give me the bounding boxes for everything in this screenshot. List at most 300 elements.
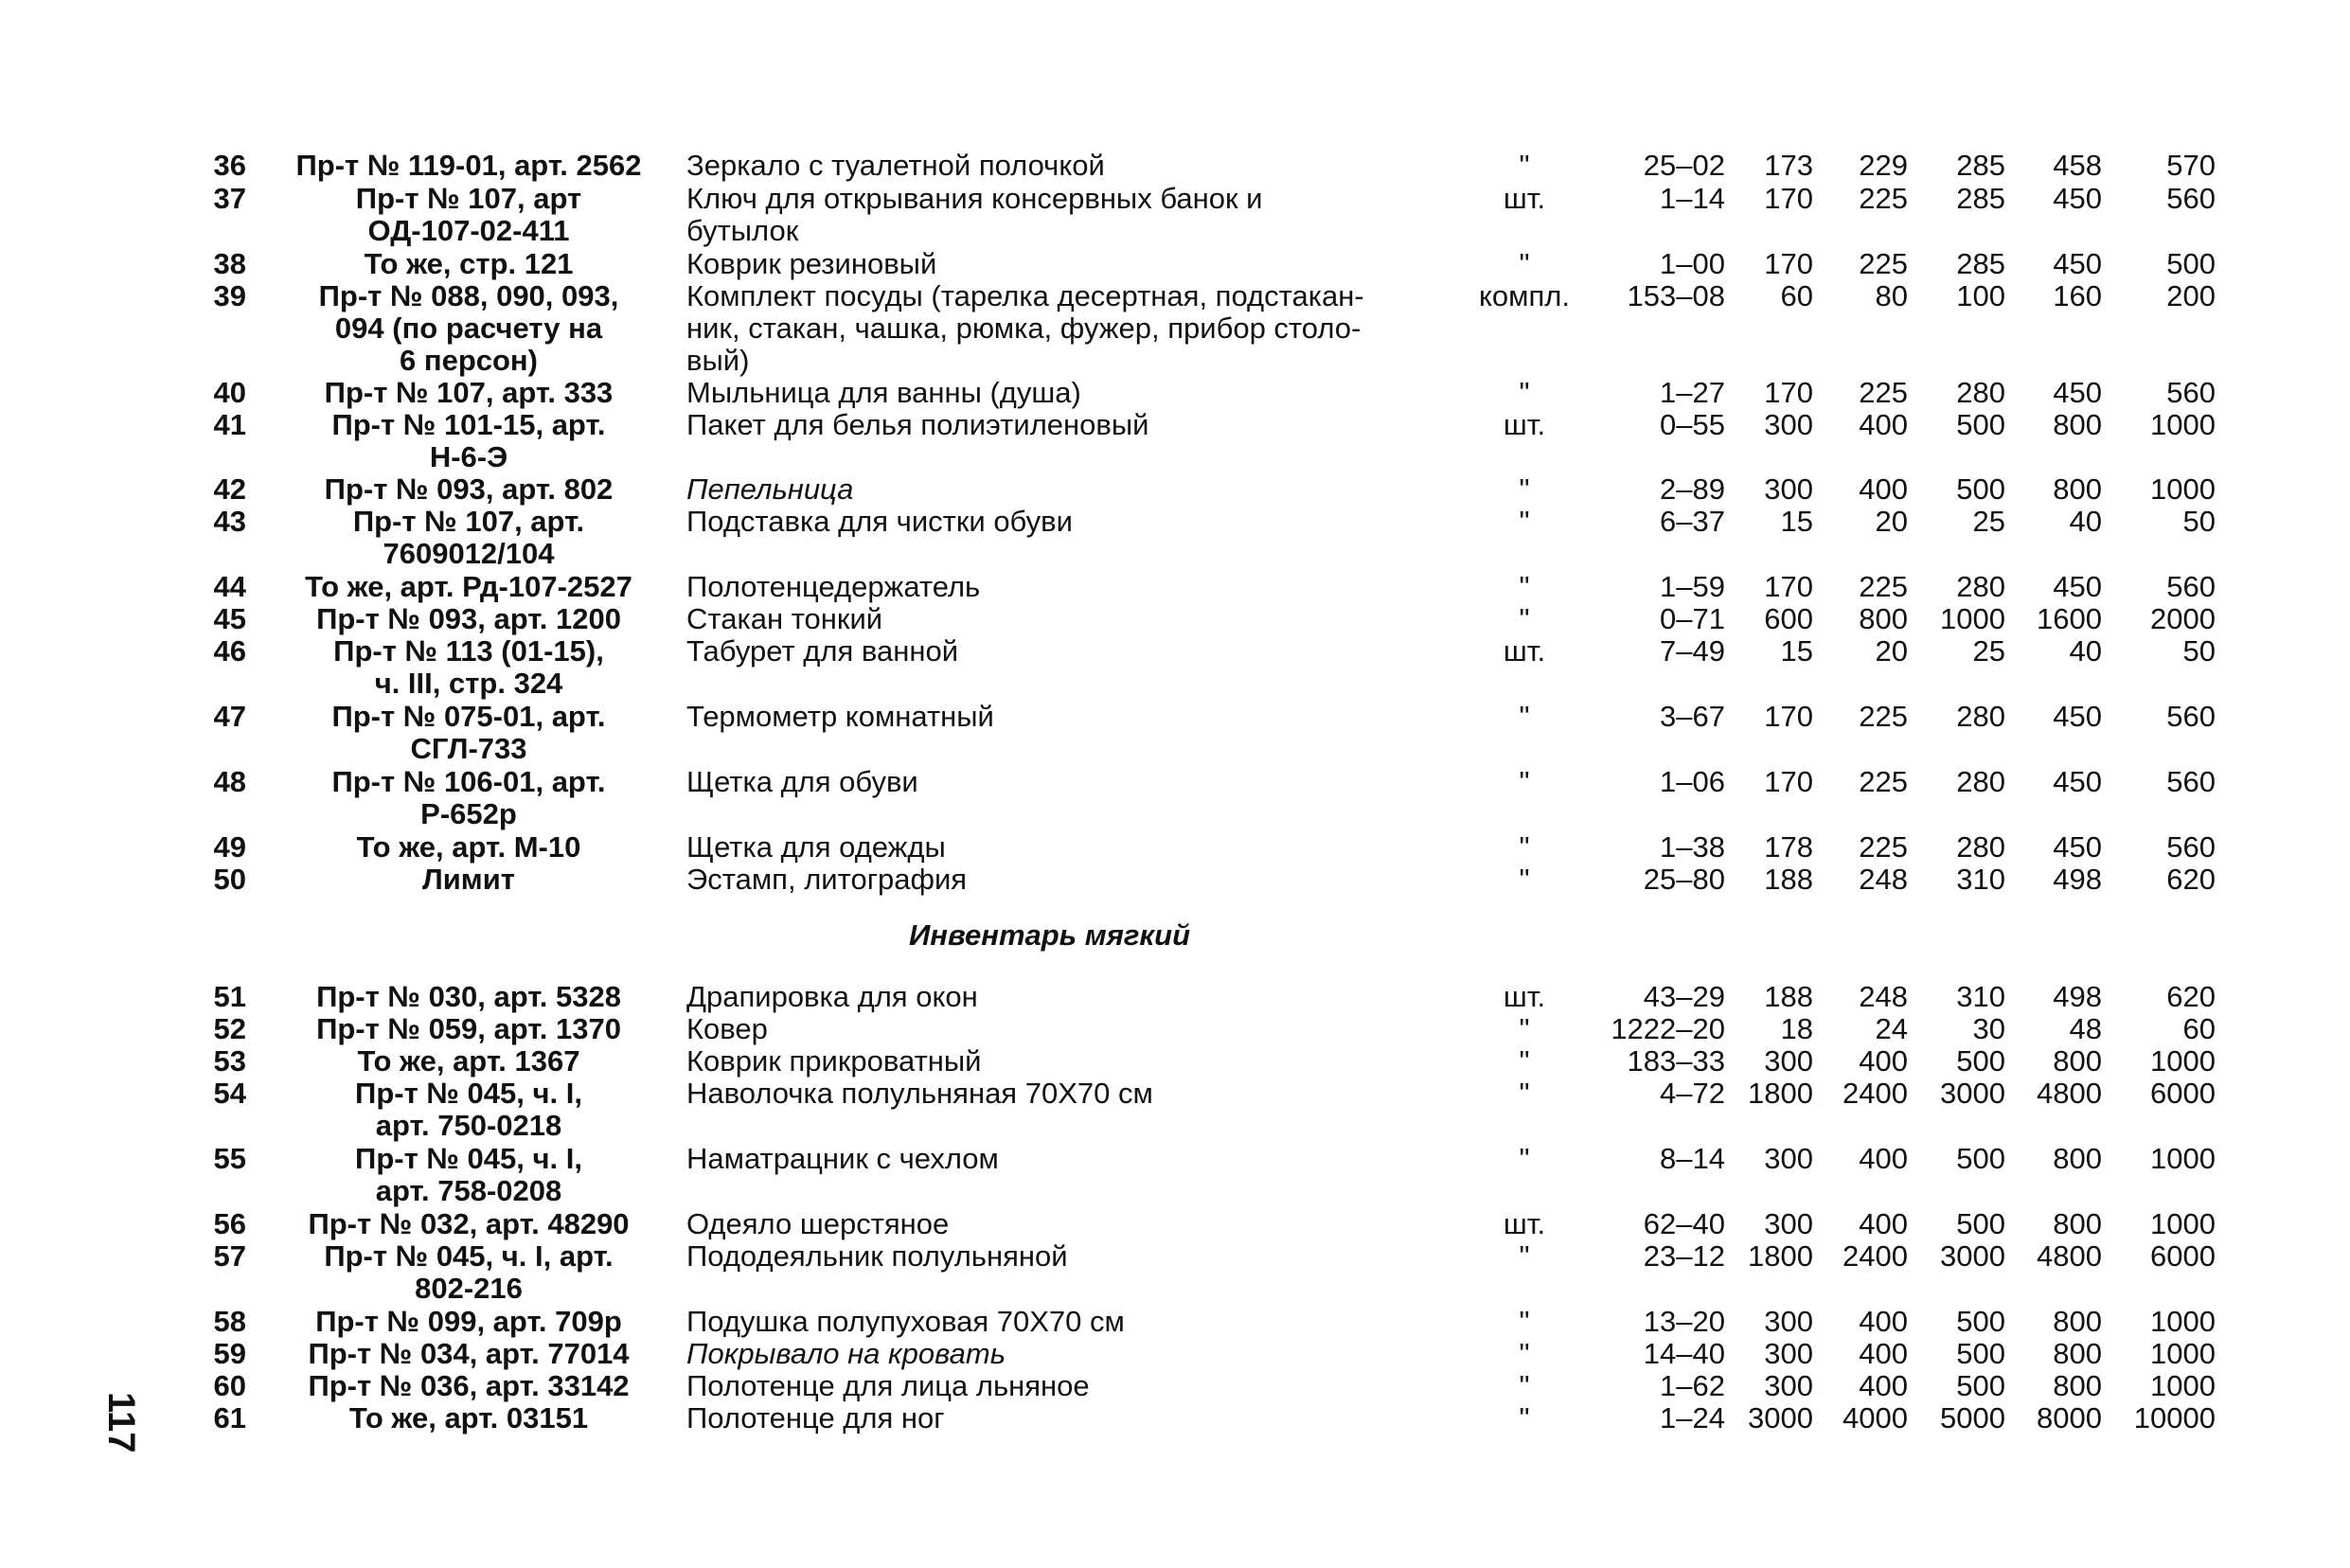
item-name-line: Табурет для ванной <box>686 634 959 668</box>
source-line: То же, арт. М-10 <box>356 830 581 864</box>
quantity-value: 400 <box>1859 1369 1908 1402</box>
row-number: 47 <box>213 700 246 733</box>
item-name <box>686 1045 1463 1078</box>
unit-price: 6–37 <box>1660 505 1725 538</box>
quantity-value: 25 <box>1972 505 2005 538</box>
quantity-value: 285 <box>1956 149 2005 182</box>
item-name <box>686 248 1463 280</box>
unit-of-measure: шт. <box>1503 1207 1546 1240</box>
quantity-value: 1800 <box>1748 1239 1813 1273</box>
unit-price: 23–12 <box>1643 1239 1725 1273</box>
quantity-value: 5000 <box>1940 1401 2005 1434</box>
quantity-value: 170 <box>1764 765 1813 798</box>
unit-price: 0–71 <box>1660 602 1725 635</box>
source-line: То же, арт. 03151 <box>348 1401 589 1434</box>
quantity-value: 60 <box>1780 279 1813 312</box>
quantity-value: 450 <box>2053 830 2102 864</box>
item-name <box>686 1402 1463 1434</box>
quantity-value: 173 <box>1764 149 1813 182</box>
source-line: Пр-т № 093, арт. 1200 <box>316 602 621 635</box>
quantity-value: 280 <box>1956 765 2005 798</box>
unit-price: 13–20 <box>1643 1305 1725 1338</box>
row-number: 45 <box>213 602 246 635</box>
quantity-value: 200 <box>2166 279 2216 312</box>
quantity-value: 30 <box>1972 1012 2005 1045</box>
unit-price: 1–00 <box>1660 247 1725 280</box>
quantity-value: 1000 <box>2150 1337 2216 1370</box>
quantity-value: 248 <box>1859 980 1908 1013</box>
quantity-value: 170 <box>1764 182 1813 215</box>
quantity-value: 15 <box>1780 505 1813 538</box>
source-reference <box>270 831 668 864</box>
item-name-line: Одеяло шерстяное <box>686 1207 950 1240</box>
row-number: 54 <box>213 1077 246 1110</box>
quantity-value: 400 <box>1859 1142 1908 1175</box>
unit-of-measure: " <box>1519 570 1530 603</box>
quantity-value: 300 <box>1764 1207 1813 1240</box>
source-line: То же, арт. 1367 <box>357 1044 580 1078</box>
source-line: Пр-т № 101-15, арт. <box>331 408 606 441</box>
unit-price: 25–80 <box>1643 863 1725 896</box>
quantity-value: 800 <box>2053 408 2102 441</box>
unit-of-measure: шт. <box>1503 634 1546 668</box>
source-reference <box>270 1045 668 1078</box>
unit-price: 7–49 <box>1660 634 1725 668</box>
source-line: Пр-т № 032, арт. 48290 <box>308 1207 630 1240</box>
source-reference <box>270 409 668 473</box>
source-line: Пр-т № 107, арт. <box>352 505 585 538</box>
unit-of-measure: " <box>1519 1239 1530 1273</box>
quantity-value: 400 <box>1859 1207 1908 1240</box>
unit-price: 1–62 <box>1660 1369 1725 1402</box>
unit-of-measure: " <box>1519 1401 1530 1434</box>
quantity-value: 178 <box>1764 830 1813 864</box>
unit-of-measure: " <box>1519 1044 1530 1078</box>
item-name <box>686 766 1463 798</box>
source-line: Пр-т № 106-01, арт. <box>331 765 606 798</box>
source-line: Пр-т № 075-01, арт. <box>331 700 606 733</box>
unit-price: 8–14 <box>1660 1142 1725 1175</box>
quantity-value: 24 <box>1875 1012 1908 1045</box>
quantity-value: 3000 <box>1940 1077 2005 1110</box>
quantity-value: 500 <box>1956 1207 2005 1240</box>
source-reference <box>270 571 668 603</box>
quantity-value: 285 <box>1956 182 2005 215</box>
item-name-line: Эстамп, литография <box>686 863 968 896</box>
source-reference <box>270 766 668 830</box>
row-number: 44 <box>213 570 246 603</box>
quantity-value: 1600 <box>2037 602 2102 635</box>
unit-price: 1–38 <box>1660 830 1725 864</box>
item-name-line: Пепельница <box>686 472 854 506</box>
quantity-value: 225 <box>1859 182 1908 215</box>
source-line: Лимит <box>422 863 515 896</box>
row-number: 59 <box>213 1337 246 1370</box>
source-reference <box>270 1208 668 1240</box>
source-line: То же, арт. Рд-107-2527 <box>305 570 632 603</box>
quantity-value: 100 <box>1956 279 2005 312</box>
quantity-value: 800 <box>2053 1305 2102 1338</box>
row-number: 43 <box>213 505 246 538</box>
unit-of-measure: шт. <box>1503 408 1546 441</box>
item-name-line: Подставка для чистки обуви <box>686 505 1073 538</box>
quantity-value: 500 <box>1956 472 2005 506</box>
quantity-value: 170 <box>1764 376 1813 409</box>
item-name-line: Мыльница для ванны (душа) <box>686 376 1081 409</box>
row-number: 38 <box>213 247 246 280</box>
quantity-value: 300 <box>1764 1305 1813 1338</box>
quantity-value: 20 <box>1875 505 1908 538</box>
quantity-value: 450 <box>2053 570 2102 603</box>
quantity-value: 1000 <box>2150 472 2216 506</box>
unit-price: 1222–20 <box>1611 1012 1725 1045</box>
section-title: Инвентарь мягкий <box>909 918 1191 952</box>
source-reference <box>270 701 668 765</box>
quantity-value: 1800 <box>1748 1077 1813 1110</box>
quantity-value: 400 <box>1859 1305 1908 1338</box>
item-name <box>686 1370 1463 1402</box>
source-line: арт. 758-0208 <box>375 1174 562 1207</box>
quantity-value: 1000 <box>2150 1207 2216 1240</box>
unit-of-measure: " <box>1519 602 1530 635</box>
row-number: 56 <box>213 1207 246 1240</box>
quantity-value: 620 <box>2166 863 2216 896</box>
quantity-value: 800 <box>2053 1044 2102 1078</box>
quantity-value: 188 <box>1764 980 1813 1013</box>
quantity-value: 450 <box>2053 765 2102 798</box>
quantity-value: 300 <box>1764 408 1813 441</box>
source-line: Пр-т № 088, 090, 093, <box>318 279 619 312</box>
quantity-value: 8000 <box>2037 1401 2102 1434</box>
source-line: 802-216 <box>415 1272 523 1305</box>
row-number: 61 <box>213 1401 246 1434</box>
item-name <box>686 1208 1463 1240</box>
unit-price: 0–55 <box>1660 408 1725 441</box>
source-line: Пр-т № 045, ч. I, <box>355 1077 582 1110</box>
row-number: 49 <box>213 830 246 864</box>
source-line: Н-6-Э <box>429 440 508 473</box>
item-name <box>686 1306 1463 1338</box>
quantity-value: 248 <box>1859 863 1908 896</box>
source-line: 094 (по расчету на <box>334 312 603 345</box>
quantity-value: 18 <box>1780 1012 1813 1045</box>
unit-price: 1–59 <box>1660 570 1725 603</box>
source-line: арт. 750-0218 <box>375 1109 562 1142</box>
source-line: Пр-т № 045, ч. I, арт. <box>324 1239 614 1273</box>
unit-price: 1–14 <box>1660 182 1725 215</box>
quantity-value: 160 <box>2053 279 2102 312</box>
item-name <box>686 831 1463 864</box>
unit-of-measure: " <box>1519 149 1530 182</box>
quantity-value: 400 <box>1859 1044 1908 1078</box>
row-number: 37 <box>213 182 246 215</box>
item-name-line: Подушка полупуховая 70Х70 см <box>686 1305 1125 1338</box>
quantity-value: 500 <box>1956 1337 2005 1370</box>
source-line: Пр-т № 034, арт. 77014 <box>308 1337 630 1370</box>
source-reference <box>270 981 668 1013</box>
unit-of-measure: " <box>1519 247 1530 280</box>
source-line: Пр-т № 119-01, арт. 2562 <box>295 149 642 182</box>
source-reference <box>270 377 668 409</box>
quantity-value: 800 <box>2053 1369 2102 1402</box>
source-reference <box>270 1078 668 1142</box>
unit-price: 25–02 <box>1643 149 1725 182</box>
item-name-line: Щетка для обуви <box>686 765 918 798</box>
unit-of-measure: " <box>1519 376 1530 409</box>
unit-price: 183–33 <box>1627 1044 1725 1078</box>
unit-of-measure: " <box>1519 1142 1530 1175</box>
item-name-line: Щетка для одежды <box>686 830 946 864</box>
quantity-value: 500 <box>1956 1369 2005 1402</box>
quantity-value: 4800 <box>2037 1239 2102 1273</box>
quantity-value: 170 <box>1764 700 1813 733</box>
quantity-value: 280 <box>1956 700 2005 733</box>
source-reference <box>270 1240 668 1305</box>
source-reference <box>270 864 668 896</box>
quantity-value: 3000 <box>1748 1401 1813 1434</box>
unit-of-measure: " <box>1519 1337 1530 1370</box>
source-reference <box>270 150 668 182</box>
quantity-value: 229 <box>1859 149 1908 182</box>
unit-price: 3–67 <box>1660 700 1725 733</box>
quantity-value: 4000 <box>1843 1401 1908 1434</box>
item-name-line: Ковер <box>686 1012 768 1045</box>
item-name-line: Наматрацник с чехлом <box>686 1142 999 1175</box>
item-name <box>686 183 1463 247</box>
quantity-value: 500 <box>1956 408 2005 441</box>
quantity-value: 2400 <box>1843 1239 1908 1273</box>
source-line: СГЛ-733 <box>410 732 527 765</box>
source-reference <box>270 183 668 247</box>
quantity-value: 500 <box>1956 1044 2005 1078</box>
quantity-value: 225 <box>1859 570 1908 603</box>
item-name-line: Комплект посуды (тарелка десертная, подстакан- <box>686 279 1364 312</box>
item-name <box>686 377 1463 409</box>
unit-price: 1–24 <box>1660 1401 1725 1434</box>
item-name-line: Покрывало на кровать <box>686 1337 1006 1370</box>
quantity-value: 400 <box>1859 408 1908 441</box>
quantity-value: 4800 <box>2037 1077 2102 1110</box>
quantity-value: 6000 <box>2150 1077 2216 1110</box>
unit-price: 4–72 <box>1660 1077 1725 1110</box>
unit-of-measure: " <box>1519 1369 1530 1402</box>
quantity-value: 560 <box>2166 182 2216 215</box>
unit-of-measure: " <box>1519 863 1530 896</box>
row-number: 40 <box>213 376 246 409</box>
quantity-value: 60 <box>2182 1012 2216 1045</box>
quantity-value: 285 <box>1956 247 2005 280</box>
item-name <box>686 571 1463 603</box>
unit-price: 1–06 <box>1660 765 1725 798</box>
item-name <box>686 506 1463 538</box>
source-reference <box>270 1370 668 1402</box>
quantity-value: 225 <box>1859 765 1908 798</box>
item-name-line: Пододеяльник полульняной <box>686 1239 1068 1273</box>
item-name-line: Полотенце для лица льняное <box>686 1369 1090 1402</box>
quantity-value: 500 <box>2166 247 2216 280</box>
quantity-value: 280 <box>1956 830 2005 864</box>
quantity-value: 225 <box>1859 247 1908 280</box>
source-line: Р-652р <box>420 797 517 830</box>
source-line: 6 персон) <box>400 344 538 377</box>
source-line: 7609012/104 <box>383 537 555 570</box>
row-number: 53 <box>213 1044 246 1078</box>
item-name <box>686 1013 1463 1045</box>
quantity-value: 300 <box>1764 1337 1813 1370</box>
unit-of-measure: шт. <box>1503 182 1546 215</box>
item-name <box>686 150 1463 182</box>
quantity-value: 1000 <box>2150 1142 2216 1175</box>
quantity-value: 458 <box>2053 149 2102 182</box>
row-number: 46 <box>213 634 246 668</box>
row-number: 48 <box>213 765 246 798</box>
item-name-line: Драпировка для окон <box>686 980 978 1013</box>
item-name-line: бутылок <box>686 214 799 247</box>
unit-of-measure: " <box>1519 1012 1530 1045</box>
source-line: Пр-т № 036, арт. 33142 <box>308 1369 630 1402</box>
quantity-value: 300 <box>1764 472 1813 506</box>
quantity-value: 620 <box>2166 980 2216 1013</box>
item-name-line: Ключ для открывания консервных банок и <box>686 182 1263 215</box>
quantity-value: 600 <box>1764 602 1813 635</box>
source-reference <box>270 1338 668 1370</box>
row-number: 36 <box>213 149 246 182</box>
unit-price: 62–40 <box>1643 1207 1725 1240</box>
unit-of-measure: " <box>1519 700 1530 733</box>
quantity-value: 310 <box>1956 980 2005 1013</box>
item-name-line: ник, стакан, чашка, рюмка, фужер, прибор столо- <box>686 312 1362 345</box>
quantity-value: 400 <box>1859 472 1908 506</box>
item-name-line: Коврик прикроватный <box>686 1044 982 1078</box>
source-line: Пр-т № 113 (01-15), <box>333 634 604 668</box>
quantity-value: 1000 <box>2150 1305 2216 1338</box>
source-line: ОД-107-02-411 <box>367 214 570 247</box>
quantity-value: 560 <box>2166 765 2216 798</box>
quantity-value: 50 <box>2182 634 2216 668</box>
unit-of-measure: " <box>1519 1077 1530 1110</box>
unit-of-measure: " <box>1519 472 1530 506</box>
unit-price: 153–08 <box>1627 279 1725 312</box>
quantity-value: 6000 <box>2150 1239 2216 1273</box>
quantity-value: 300 <box>1764 1142 1813 1175</box>
row-number: 39 <box>213 279 246 312</box>
quantity-value: 40 <box>2069 634 2102 668</box>
quantity-value: 560 <box>2166 376 2216 409</box>
item-name-line: Полотенцедержатель <box>686 570 981 603</box>
quantity-value: 225 <box>1859 830 1908 864</box>
quantity-value: 800 <box>1859 602 1908 635</box>
quantity-value: 498 <box>2053 980 2102 1013</box>
quantity-value: 570 <box>2166 149 2216 182</box>
item-name <box>686 1143 1463 1175</box>
item-name-line: вый) <box>686 344 750 377</box>
quantity-value: 188 <box>1764 863 1813 896</box>
quantity-value: 1000 <box>1940 602 2005 635</box>
quantity-value: 170 <box>1764 570 1813 603</box>
item-name-line: Наволочка полульняная 70Х70 см <box>686 1077 1153 1110</box>
item-name-line: Зеркало с туалетной полочкой <box>686 149 1105 182</box>
quantity-value: 800 <box>2053 1337 2102 1370</box>
source-line: Пр-т № 045, ч. I, <box>355 1142 582 1175</box>
source-reference <box>270 603 668 635</box>
quantity-value: 225 <box>1859 700 1908 733</box>
item-name <box>686 473 1463 506</box>
unit-price: 2–89 <box>1660 472 1725 506</box>
source-reference <box>270 280 668 377</box>
quantity-value: 80 <box>1875 279 1908 312</box>
source-reference <box>270 1402 668 1434</box>
quantity-value: 280 <box>1956 376 2005 409</box>
row-number: 55 <box>213 1142 246 1175</box>
source-reference <box>270 248 668 280</box>
row-number: 58 <box>213 1305 246 1338</box>
row-number: 60 <box>213 1369 246 1402</box>
item-name <box>686 701 1463 733</box>
page-number: 117 <box>100 1392 142 1453</box>
unit-of-measure: шт. <box>1503 980 1546 1013</box>
source-line: Пр-т № 107, арт. 333 <box>324 376 614 409</box>
unit-price: 1–27 <box>1660 376 1725 409</box>
unit-of-measure: " <box>1519 765 1530 798</box>
source-reference <box>270 506 668 570</box>
item-name-line: Пакет для белья полиэтиленовый <box>686 408 1149 441</box>
quantity-value: 2000 <box>2150 602 2216 635</box>
unit-of-measure: компл. <box>1479 279 1570 312</box>
item-name <box>686 635 1463 668</box>
source-reference <box>270 1306 668 1338</box>
source-line: ч. III, стр. 324 <box>374 667 563 700</box>
quantity-value: 170 <box>1764 247 1813 280</box>
source-line: Пр-т № 099, арт. 709р <box>315 1305 622 1338</box>
item-name <box>686 409 1463 441</box>
quantity-value: 500 <box>1956 1305 2005 1338</box>
row-number: 42 <box>213 472 246 506</box>
quantity-value: 300 <box>1764 1369 1813 1402</box>
quantity-value: 498 <box>2053 863 2102 896</box>
source-reference <box>270 635 668 700</box>
source-line: Пр-т № 093, арт. 802 <box>324 472 614 506</box>
quantity-value: 50 <box>2182 505 2216 538</box>
unit-of-measure: " <box>1519 830 1530 864</box>
source-line: Пр-т № 030, арт. 5328 <box>316 980 621 1013</box>
quantity-value: 450 <box>2053 376 2102 409</box>
row-number: 51 <box>213 980 246 1013</box>
unit-price: 43–29 <box>1643 980 1725 1013</box>
quantity-value: 20 <box>1875 634 1908 668</box>
quantity-value: 800 <box>2053 1207 2102 1240</box>
quantity-value: 450 <box>2053 247 2102 280</box>
quantity-value: 1000 <box>2150 1369 2216 1402</box>
item-name <box>686 981 1463 1013</box>
quantity-value: 450 <box>2053 700 2102 733</box>
quantity-value: 280 <box>1956 570 2005 603</box>
unit-of-measure: " <box>1519 505 1530 538</box>
source-line: Пр-т № 059, арт. 1370 <box>316 1012 621 1045</box>
item-name <box>686 1338 1463 1370</box>
unit-price: 14–40 <box>1643 1337 1725 1370</box>
item-name-line: Термометр комнатный <box>686 700 994 733</box>
item-name <box>686 1240 1463 1273</box>
quantity-value: 25 <box>1972 634 2005 668</box>
quantity-value: 2400 <box>1843 1077 1908 1110</box>
item-name-line: Коврик резиновый <box>686 247 937 280</box>
quantity-value: 225 <box>1859 376 1908 409</box>
row-number: 52 <box>213 1012 246 1045</box>
source-line: Пр-т № 107, арт <box>355 182 582 215</box>
quantity-value: 3000 <box>1940 1239 2005 1273</box>
row-number: 57 <box>213 1239 246 1273</box>
item-name-line: Стакан тонкий <box>686 602 883 635</box>
